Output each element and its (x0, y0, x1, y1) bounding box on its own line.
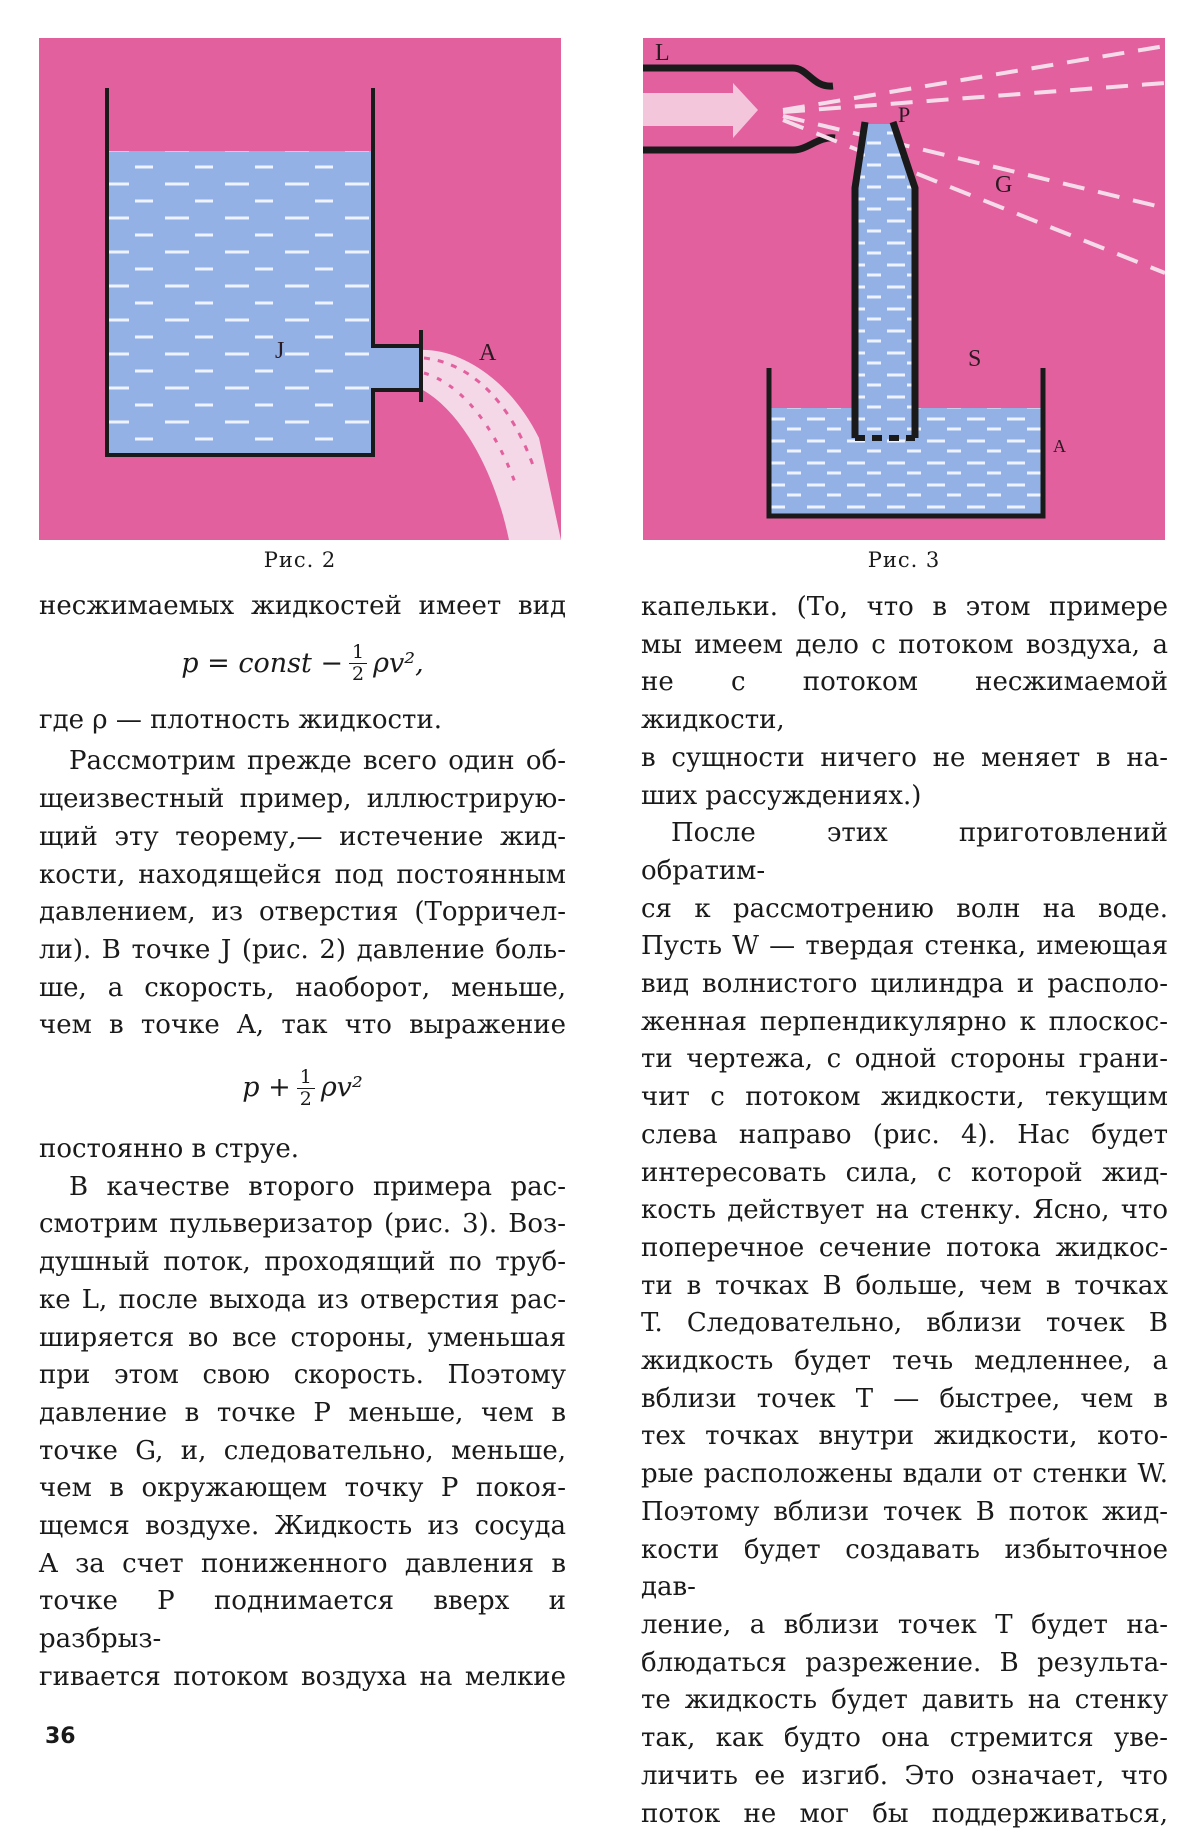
text-line: личить ее изгиб. Это означает, что (641, 1758, 1168, 1796)
text-line: Рассмотрим прежде всего один об- (39, 743, 566, 781)
text-line: постоянно в струе. (39, 1131, 566, 1169)
text-line: ке L, после выхода из отверстия рас- (39, 1282, 566, 1320)
label-l: L (655, 40, 670, 67)
text-line: щеизвестный пример, иллюстрирую- (39, 781, 566, 819)
text-line: давлением, из отверстия (Торричел- (39, 894, 566, 932)
text-line: A за счет пониженного давления в (39, 1546, 566, 1584)
formula-lhs: p = const − (181, 645, 343, 683)
figure-3-illustration (643, 38, 1165, 540)
text-line: где ρ — плотность жидкости. (39, 702, 566, 740)
text-line: в сущности ничего не меняет в на- (641, 740, 1168, 778)
text-line: В качестве второго примера рас- (39, 1169, 566, 1207)
formula-lhs: p + (242, 1069, 291, 1107)
fraction: $\frac{1}{2}$ (297, 1067, 315, 1110)
formula-rhs: ρv² (321, 1069, 363, 1107)
text-line: кости будет создавать избыточное дав- (641, 1532, 1168, 1607)
text-line: точке P поднимается вверх и разбрыз- (39, 1583, 566, 1658)
text-line: не с потоком несжимаемой жидкости, (641, 664, 1168, 739)
text-line: так, как будто она стремится уве- (641, 1720, 1168, 1758)
text-line: чит с потоком жидкости, текущим (641, 1079, 1168, 1117)
label-p: P (898, 102, 910, 128)
fraction: $\frac{1}{2}$ (349, 642, 367, 685)
page-number: 36 (45, 1724, 76, 1749)
text-line: кость действует на стенку. Ясно, что (641, 1192, 1168, 1230)
text-line: вблизи точек T — быстрее, чем в (641, 1381, 1168, 1419)
formula-constant (39, 1045, 566, 1131)
text-line: жидкость будет течь медленнее, а (641, 1343, 1168, 1381)
text-line: ся к рассмотрению волн на воде. (641, 891, 1168, 929)
text-line: щемся воздухе. Жидкость из сосуда (39, 1508, 566, 1546)
text-line: интересовать сила, с которой жид- (641, 1155, 1168, 1193)
text-line: чем в точке A, так что выражение (39, 1007, 566, 1045)
text-line: капельки. (То, что в этом примере (641, 589, 1168, 627)
text-line: слева направо (рис. 4). Нас будет (641, 1117, 1168, 1155)
text-line: После этих приготовлений обратим- (641, 815, 1168, 890)
text-line: ти в точках B больше, чем в точках (641, 1268, 1168, 1306)
text-line: Поэтому вблизи точек B поток жид- (641, 1494, 1168, 1532)
outlet-water (371, 348, 419, 388)
spray-lines (783, 46, 1165, 273)
text-line: точке G, и, следовательно, меньше, (39, 1433, 566, 1471)
text-line: поперечное сечение потока жидкос- (641, 1230, 1168, 1268)
text-line: ти чертежа, с одной стороны грани- (641, 1041, 1168, 1079)
text-line: ли). В точке J (рис. 2) давление боль- (39, 932, 566, 970)
label-j: J (275, 338, 284, 365)
text-line: блюдаться разрежение. В результа- (641, 1645, 1168, 1683)
torricelli-vessel-drawing (39, 38, 561, 540)
label-g: G (995, 172, 1012, 199)
left-column (39, 588, 566, 1697)
text-line: ших рассуждениях.) (641, 778, 1168, 816)
text-line: несжимаемых жидкостей имеет вид (39, 588, 566, 626)
text-line: гивается потоком воздуха на мелкие (39, 1659, 566, 1697)
text-line: поток не мог бы поддерживаться, (641, 1796, 1168, 1833)
text-line: тех точках внутри жидкости, кото- (641, 1418, 1168, 1456)
text-line: вид волнистого цилиндра и располо- (641, 966, 1168, 1004)
right-column (641, 589, 1168, 1833)
text-line: ше, а скорость, наоборот, меньше, (39, 970, 566, 1008)
formula-bernoulli (39, 626, 566, 702)
figure-2-illustration (39, 38, 561, 540)
text-line: чем в окружающем точку P покоя- (39, 1470, 566, 1508)
text-line: рые расположены вдали от стенки W. (641, 1456, 1168, 1494)
label-a: A (479, 340, 496, 367)
text-line: Пусть W — твердая стенка, имеющая (641, 928, 1168, 966)
text-line: ширяется во все стороны, уменьшая (39, 1320, 566, 1358)
label-s: S (968, 346, 981, 373)
figure-2-caption: Рис. 2 (39, 548, 561, 572)
text-line: душный поток, проходящий по труб- (39, 1244, 566, 1282)
text-line: мы имеем дело с потоком воздуха, а (641, 627, 1168, 665)
text-line: женная перпендикулярно к плоскос- (641, 1004, 1168, 1042)
text-line: T. Следовательно, вблизи точек B (641, 1305, 1168, 1343)
formula-rhs: ρv², (373, 645, 424, 683)
label-a: A (1053, 436, 1066, 457)
text-line: щий эту теорему,— истечение жид- (39, 819, 566, 857)
text-line: смотрим пульверизатор (рис. 3). Воз- (39, 1206, 566, 1244)
text-line: кости, находящейся под постоянным (39, 857, 566, 895)
text-line: при этом свою скорость. Поэтому (39, 1357, 566, 1395)
text-line: ление, а вблизи точек T будет на- (641, 1607, 1168, 1645)
figure-3-caption: Рис. 3 (643, 548, 1165, 572)
text-line: те жидкость будет давить на стенку (641, 1682, 1168, 1720)
text-line: давление в точке P меньше, чем в (39, 1395, 566, 1433)
air-flow-arrow (643, 83, 758, 138)
